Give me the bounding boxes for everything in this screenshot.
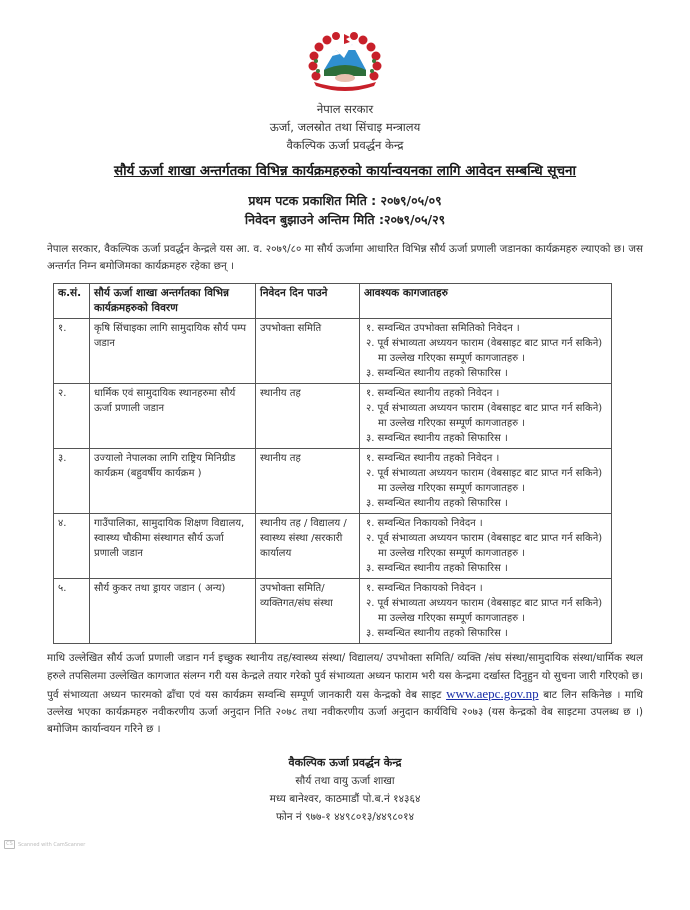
row-documents	[360, 384, 612, 449]
document-item: १. सम्वन्धित निकायको निवेदन ।	[366, 583, 483, 595]
row-description: सौर्य कुकर तथा ड्रायर जडान ( अन्य)	[90, 579, 256, 644]
document-item: ३. सम्वन्धित स्थानीय तहको सिफारिस ।	[366, 563, 508, 575]
document-item: ३. सम्वन्धित स्थानीय तहको सिफारिस ।	[366, 433, 508, 445]
row-eligible: उपभोक्ता समिति/ व्यक्तिगत/संघ संस्था	[256, 579, 360, 644]
published-date: प्रथम पटक प्रकाशित मिति : २०७९/०५/०९	[248, 193, 442, 208]
table-row	[54, 449, 612, 514]
row-documents	[360, 449, 612, 514]
document-item: १. सम्वन्धित स्थानीय तहको निवेदन ।	[366, 388, 500, 400]
header-eligible: निवेदन दिन पाउने	[256, 284, 360, 319]
row-eligible: उपभोक्ता समिति	[256, 319, 360, 384]
watermark-text: Scanned with CamScanner	[18, 841, 86, 848]
document-item: ३. सम्वन्धित स्थानीय तहको सिफारिस ।	[366, 628, 508, 640]
table-row	[54, 319, 612, 384]
header-ministry: ऊर्जा, जलस्रोत तथा सिंचाइ मन्त्रालय	[269, 120, 421, 134]
closing-text-part2: बाट लिन सकिनेछ । माथि उल्लेख भएका कार्यक्रमहरु नवीकरणीय ऊर्जा अनुदान निति २०७८ तथा नवीकरणीय ऊर्जा अनुदान कार्यविधि २०७३ (यस केन्द्रको वेब साइटमा उपलब्ध छ ।) बमोजिम कार्यान्वयन गरिने छ ।	[47, 688, 644, 736]
row-description: कृषि सिंचाइका लागि सामुदायिक सौर्य पम्प जडान	[90, 319, 256, 384]
row-eligible: स्थानीय तह / विद्यालय / स्वास्थ्य संस्था /सरकारी कार्यालय	[256, 514, 360, 579]
table-row	[54, 384, 612, 449]
programs-table	[53, 283, 612, 644]
row-eligible: स्थानीय तह	[256, 449, 360, 514]
signature-address: मध्य बानेश्वर, काठमाडौं पो.ब.नं १४३६४	[269, 793, 421, 806]
nepal-government-emblem-icon	[302, 30, 388, 94]
row-description: उज्यालो नेपालका लागि राष्ट्रिय मिनिग्रीड कार्यक्रम (बहुवर्षीय कार्यक्रम )	[90, 449, 256, 514]
document-item: २. पूर्व संभाव्यता अध्ययन फाराम (वेबसाइट बाट प्राप्त गर्न सकिने) मा उल्लेख गरिएका सम्पूर्ण कागजातहरु ।	[366, 468, 603, 495]
row-serial: ४.	[54, 514, 90, 579]
document-item: १. सम्वन्धित उपभोक्ता समितिको निवेदन ।	[366, 323, 520, 335]
document-item: ३. सम्वन्धित स्थानीय तहको सिफारिस ।	[366, 368, 508, 380]
document-item: २. पूर्व संभाव्यता अध्ययन फाराम (वेबसाइट बाट प्राप्त गर्न सकिने) मा उल्लेख गरिएका सम्पूर्ण कागजातहरु ।	[366, 598, 603, 625]
closing-paragraph	[47, 650, 643, 738]
document-item: ३. सम्वन्धित स्थानीय तहको सिफारिस ।	[366, 498, 508, 510]
header-description: सौर्य ऊर्जा शाखा अन्तर्गतका विभिन्न कार्यक्रमहरुको विवरण	[90, 284, 256, 319]
header-government: नेपाल सरकार	[316, 102, 374, 116]
camscanner-logo-icon: CS	[4, 840, 15, 849]
signature-org-name: वैकल्पिक ऊर्जा प्रवर्द्धन केन्द्र	[288, 756, 402, 770]
row-serial: २.	[54, 384, 90, 449]
row-documents	[360, 514, 612, 579]
signature-branch: सौर्य तथा वायु ऊर्जा शाखा	[295, 775, 395, 788]
camscanner-watermark	[4, 840, 85, 849]
header-documents: आवश्यक कागजातहरु	[360, 284, 612, 319]
row-description: धार्मिक एवं सामुदायिक स्थानहरुमा सौर्य ऊर्जा प्रणाली जडान	[90, 384, 256, 449]
document-item: १. सम्वन्धित निकायको निवेदन ।	[366, 518, 483, 530]
document-item: २. पूर्व संभाव्यता अध्ययन फाराम (वेबसाइट बाट प्राप्त गर्न सकिने) मा उल्लेख गरिएका सम्पूर्ण कागजातहरु ।	[366, 338, 603, 365]
document-item: १. सम्वन्धित स्थानीय तहको निवेदन ।	[366, 453, 500, 465]
row-serial: १.	[54, 319, 90, 384]
header-serial: क.सं.	[54, 284, 90, 319]
header-center: वैकल्पिक ऊर्जा प्रवर्द्धन केन्द्र	[286, 138, 404, 152]
row-documents	[360, 319, 612, 384]
row-documents	[360, 579, 612, 644]
signature-phone: फोन नं ९७७-१ ४४९८०१३/४४९८०१४	[275, 811, 415, 824]
table-row	[54, 514, 612, 579]
row-serial: ३.	[54, 449, 90, 514]
table-row	[54, 579, 612, 644]
row-description: गाउँपालिका, सामुदायिक शिक्षण विद्यालय, स्वास्थ्य चौकीमा संस्थागत सौर्य ऊर्जा प्रणाली जडान	[90, 514, 256, 579]
table-header-row	[54, 284, 612, 319]
signature-org	[0, 754, 690, 772]
website-link[interactable]: www.aepc.gov.np	[446, 685, 539, 701]
row-eligible: स्थानीय तह	[256, 384, 360, 449]
deadline-date: निवेदन बुझाउने अन्तिम मिति :२०७९/०५/२९	[244, 212, 446, 227]
row-serial: ५.	[54, 579, 90, 644]
document-item: २. पूर्व संभाव्यता अध्ययन फाराम (वेबसाइट बाट प्राप्त गर्न सकिने) मा उल्लेख गरिएका सम्पूर्ण कागजातहरु ।	[366, 533, 603, 560]
intro-paragraph: नेपाल सरकार, वैकल्पिक ऊर्जा प्रवर्द्धन केन्द्रले यस आ. व. २०७९/८० मा सौर्य ऊर्जामा आधारित विभिन्न सौर्य ऊर्जा प्रणाली जडानका कार्यक्रमहरु ल्याएको छ। जस अन्तर्गत निम्न बमोजिमका कार्यक्रमहरु रहेका छन् ।	[47, 243, 643, 273]
closing-text-part1: माथि उल्लेखित सौर्य ऊर्जा प्रणाली जडान गर्न इच्छुक स्थानीय तह/स्वास्थ्य संस्था/ विद्यालय/ उपभोक्ता समिति/ व्यक्ति /संघ संस्था/सामुदायिक संस्था/धार्मिक स्थल हरुले तपसिलमा उल्लेखित कागजात संलग्न गरी यस केन्द्रले तयार गरेको पुर्व संभाव्यता अध्यन फाराम भरी यस केन्द्रमा दर्खास्त दिनुहुन यो सुचना जारी गरिएको छ। पुर्व संभाव्यता अध्यन फारमको ढाँचा एवं यस कार्यक्रम सम्वन्धि सम्पूर्ण जानकारी यस केन्द्रको वेब साइट	[47, 652, 643, 701]
document-item: २. पूर्व संभाव्यता अध्ययन फाराम (वेबसाइट बाट प्राप्त गर्न सकिने) मा उल्लेख गरिएका सम्पूर्ण कागजातहरु ।	[366, 403, 603, 430]
notice-title: सौर्य ऊर्जा शाखा अन्तर्गतका विभिन्न कार्यक्रमहरुको कार्यान्वयनका लागि आवेदन सम्बन्धि सूचना	[113, 163, 577, 179]
